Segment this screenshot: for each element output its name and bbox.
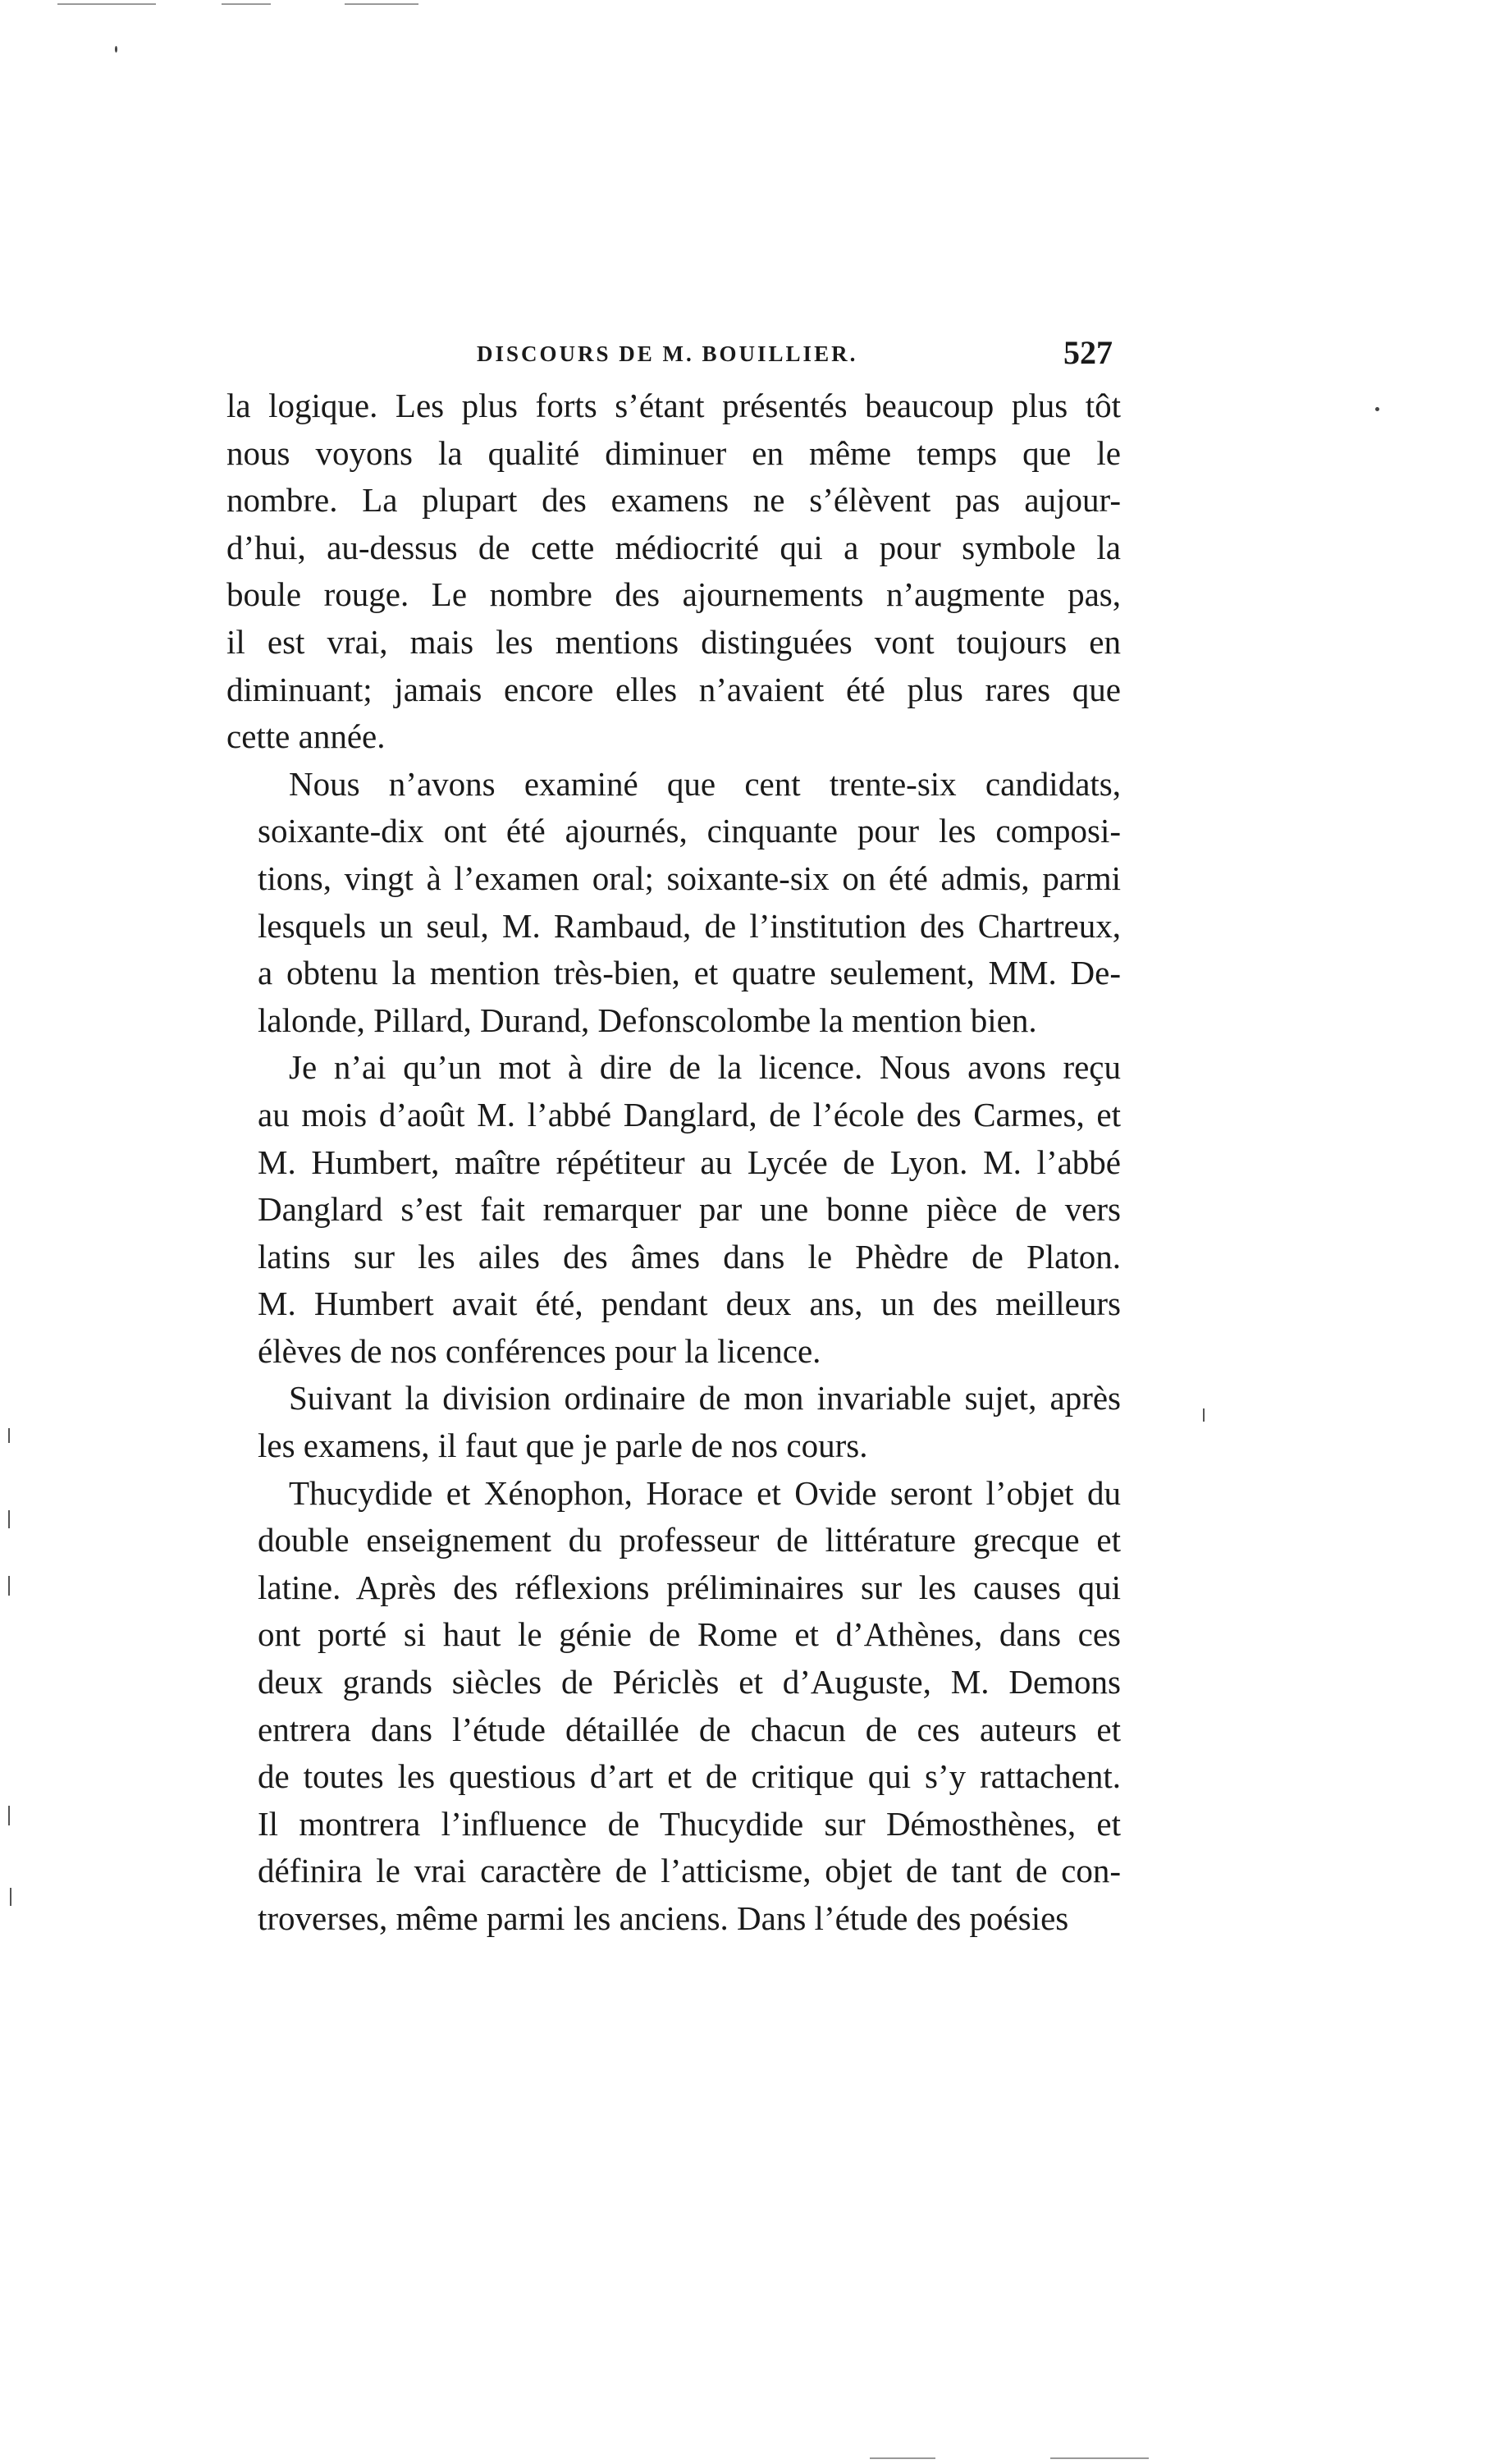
text-line: M. Humbert avait été, pendant deux ans, un des meilleurs bbox=[258, 1285, 1121, 1323]
text-line: latins sur les ailes des âmes dans le Phèdre de Platon. bbox=[258, 1237, 1121, 1276]
scan-artifact-top bbox=[345, 3, 418, 5]
text-line: tions, vingt à l’examen oral; soixante-six on été admis, parmi bbox=[258, 859, 1121, 897]
margin-mark bbox=[8, 1428, 10, 1443]
scan-artifact-bottom bbox=[1050, 2457, 1149, 2459]
text-line: entrera dans l’étude détaillée de chacun de ces auteurs et bbox=[258, 1710, 1121, 1748]
paragraph bbox=[226, 382, 1121, 761]
text-line: soixante-dix ont été ajournés, cinquante pour les composi- bbox=[258, 812, 1121, 850]
text-line: a obtenu la mention très-bien, et quatre seulement, MM. De- bbox=[258, 954, 1121, 992]
paragraph bbox=[226, 761, 1121, 1045]
text-line: la logique. Les plus forts s’étant présentés beaucoup plus tôt bbox=[226, 387, 1121, 424]
text-line: Danglard s’est fait remarquer par une bonne pièce de vers bbox=[258, 1190, 1121, 1229]
text-line: élèves de nos conférences pour la licence. bbox=[258, 1331, 821, 1370]
speck bbox=[115, 46, 117, 53]
page-number: 527 bbox=[1063, 334, 1113, 371]
text-line: il est vrai, mais les mentions distinguées vont toujours en bbox=[226, 622, 1121, 661]
text-line: ont porté si haut le génie de Rome et d’Athènes, dans ces bbox=[258, 1615, 1121, 1654]
paragraph bbox=[226, 1044, 1121, 1375]
text-line: au mois d’août M. l’abbé Danglard, de l’école des Carmes, et bbox=[258, 1095, 1121, 1134]
margin-mark bbox=[10, 1888, 11, 1906]
text-line: définira le vrai caractère de l’atticisme, objet de tant de con- bbox=[258, 1852, 1121, 1890]
text-line: diminuant; jamais encore elles n’avaient été plus rares que bbox=[226, 670, 1121, 708]
body-text bbox=[226, 382, 1121, 1943]
scan-artifact-top bbox=[222, 3, 271, 5]
speck bbox=[1375, 407, 1379, 411]
margin-mark bbox=[8, 1576, 10, 1596]
paragraph bbox=[226, 1470, 1121, 1943]
text-line: nous voyons la qualité diminuer en même temps que le bbox=[226, 433, 1121, 472]
paragraph bbox=[226, 1375, 1121, 1469]
text-line: lalonde, Pillard, Durand, Defonscolombe la mention bien. bbox=[258, 1001, 1037, 1039]
text-line: Il montrera l’influence de Thucydide sur Démosthènes, et bbox=[258, 1804, 1121, 1843]
text-line: lesquels un seul, M. Rambaud, de l’institution des Chartreux, bbox=[258, 906, 1121, 945]
text-line: d’hui, au-dessus de cette médiocrité qui a pour symbole la bbox=[226, 528, 1121, 566]
margin-mark bbox=[1203, 1408, 1205, 1422]
text-line: nombre. La plupart des examens ne s’élèvent pas aujour- bbox=[226, 481, 1121, 520]
text-line: Thucydide et Xénophon, Horace et Ovide seront l’objet du bbox=[289, 1473, 1121, 1512]
text-line: troverses, même parmi les anciens. Dans l’étude des poésies bbox=[258, 1899, 1069, 1937]
text-line: double enseignement du professeur de littérature grecque et bbox=[258, 1521, 1121, 1559]
text-line: cette année. bbox=[226, 717, 386, 756]
text-line: deux grands siècles de Périclès et d’Auguste, M. Demons bbox=[258, 1663, 1121, 1701]
margin-mark bbox=[8, 1510, 10, 1528]
text-line: les examens, il faut que je parle de nos cours. bbox=[258, 1427, 868, 1465]
text-line: Suivant la division ordinaire de mon invariable sujet, après bbox=[289, 1379, 1121, 1417]
text-line: Je n’ai qu’un mot à dire de la licence. Nous avons reçu bbox=[289, 1048, 1121, 1087]
text-line: latine. Après des réflexions préliminaires sur les causes qui bbox=[258, 1568, 1121, 1606]
scan-artifact-top bbox=[57, 3, 156, 5]
text-line: de toutes les questious d’art et de critique qui s’y rattachent. bbox=[258, 1757, 1121, 1796]
text-line: boule rouge. Le nombre des ajournements n’augmente pas, bbox=[226, 575, 1121, 614]
scan-artifact-bottom bbox=[870, 2457, 935, 2459]
text-line: Nous n’avons examiné que cent trente-six candidats, bbox=[289, 764, 1121, 803]
margin-mark bbox=[8, 1806, 10, 1825]
page-header bbox=[226, 334, 1121, 378]
running-title: DISCOURS DE M. BOUILLIER. bbox=[477, 341, 858, 366]
text-line: M. Humbert, maître répétiteur au Lycée de Lyon. M. l’abbé bbox=[258, 1143, 1121, 1181]
